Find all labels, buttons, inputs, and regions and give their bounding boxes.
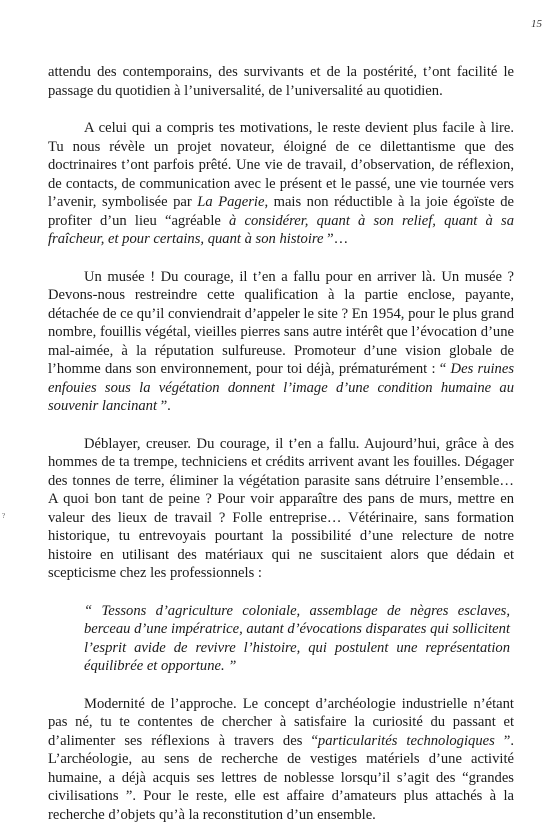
italic-text: particularités technologiques (318, 733, 495, 749)
text-run: Déblayer, creuser. Du courage, il t’en a fallu. Aujourd’hui, grâce à des hommes de ta trempe, techniciens et crédits arrivent avant les fouilles. Dégager des tonnes de terre, éliminer la végétation parasite sans détruire l’ensemble… A quoi bon tant de peine ? Pour voir apparaître des pans de murs, mettre en valeur des lieux de travail ? Folle entreprise… Vétérinaire, sans formation historique, tu entrevoyais pourtant la possibilité d’une relecture de notre histoire en utilisant des matériaux qui ne suscitaient alors que dédain et scepticisme chez les professionnels : (48, 436, 514, 582)
italic-text: “ Tessons d’agriculture coloniale, assemblage de nègres esclaves, berceau d’une impératrice, autant d’évocations disparates qui sollicitent l’esprit avide de revivre l’histoire, qui postulent une représentation équilibrée et opportune. (84, 603, 510, 675)
block-quote (48, 602, 514, 676)
document-body (48, 63, 514, 824)
paragraph-gap (48, 100, 514, 119)
margin-mark: ? (2, 512, 5, 520)
text-run: Un musée ! Du courage, il t’en a fallu pour en arriver là. Un musée ? Devons-nous restreindre cette qualification à la partie enclose, payante, détachée de ce qu’il conviendrait d’appeler le site ? En 1954, pour le plus grand nombre, fouillis végétal, vieilles pierres sans autre intérêt que l’évocation d’une mal-aimée, à la réputation sulfureuse. Promoteur d’une vision globale de l’homme dans son environnement, pour toi déjà, prématurément : “ (48, 269, 514, 378)
paragraph-p6 (48, 695, 514, 824)
text-run: ” (225, 658, 237, 674)
paragraph-gap (48, 676, 514, 695)
paragraph-gap (48, 583, 514, 602)
italic-text: Des ruines enfouies sous la végétation donnent l’image d’une condition humaine au souvenir lancinant (48, 361, 514, 414)
italic-text: à considérer, quant à son relief, quant à sa fraîcheur, et pour certains, quant à son histoire (48, 213, 514, 248)
italic-text: La Pagerie (197, 194, 264, 210)
page-number: 15 (531, 18, 542, 30)
text-run: ”. L’archéologie, au sens de recherche de vestiges matériels d’une activité humaine, a déjà acquis ses lettres de noblesse lorsqu’il s’agit des “grandes civilisations ”. Pour le reste, elle est affaire d’amateurs plus attachés à la recherche d’objets qu’à la reconstitution d’un ensemble. (48, 733, 514, 823)
paragraph-gap (48, 416, 514, 435)
paragraph-p1 (48, 63, 514, 100)
text-run: Modernité de l’approche. Le concept d’archéologie industrielle n’étant pas né, tu te contentes de chercher à satisfaire la curiosité du passant et d’alimenter ses réflexions à travers des “ (48, 696, 514, 749)
paragraph-gap (48, 249, 514, 268)
text-run: attendu des contemporains, des survivants et de la postérité, t’ont facilité le passage du quotidien à l’universalité, de l’universalité au quotidien. (48, 64, 514, 99)
text-run: , mais non réductible à la joie égoïste de profiter d’un lieu “agréable (48, 194, 514, 229)
text-run: ”. (157, 398, 171, 414)
paragraph-p2 (48, 119, 514, 249)
text-run: A celui qui a compris tes motivations, le reste devient plus facile à lire. Tu nous révèle un projet novateur, éloigné de ce dilettantisme que des doctrinaires t’ont parfois prêté. Une vie de travail, d’observation, de réflexion, de contacts, de communication avec le présent et le passé, une vie tournée vers l’avenir, symbolisée par (48, 120, 514, 210)
text-run: ”… (324, 231, 349, 247)
paragraph-p3 (48, 268, 514, 416)
paragraph-p4 (48, 435, 514, 583)
